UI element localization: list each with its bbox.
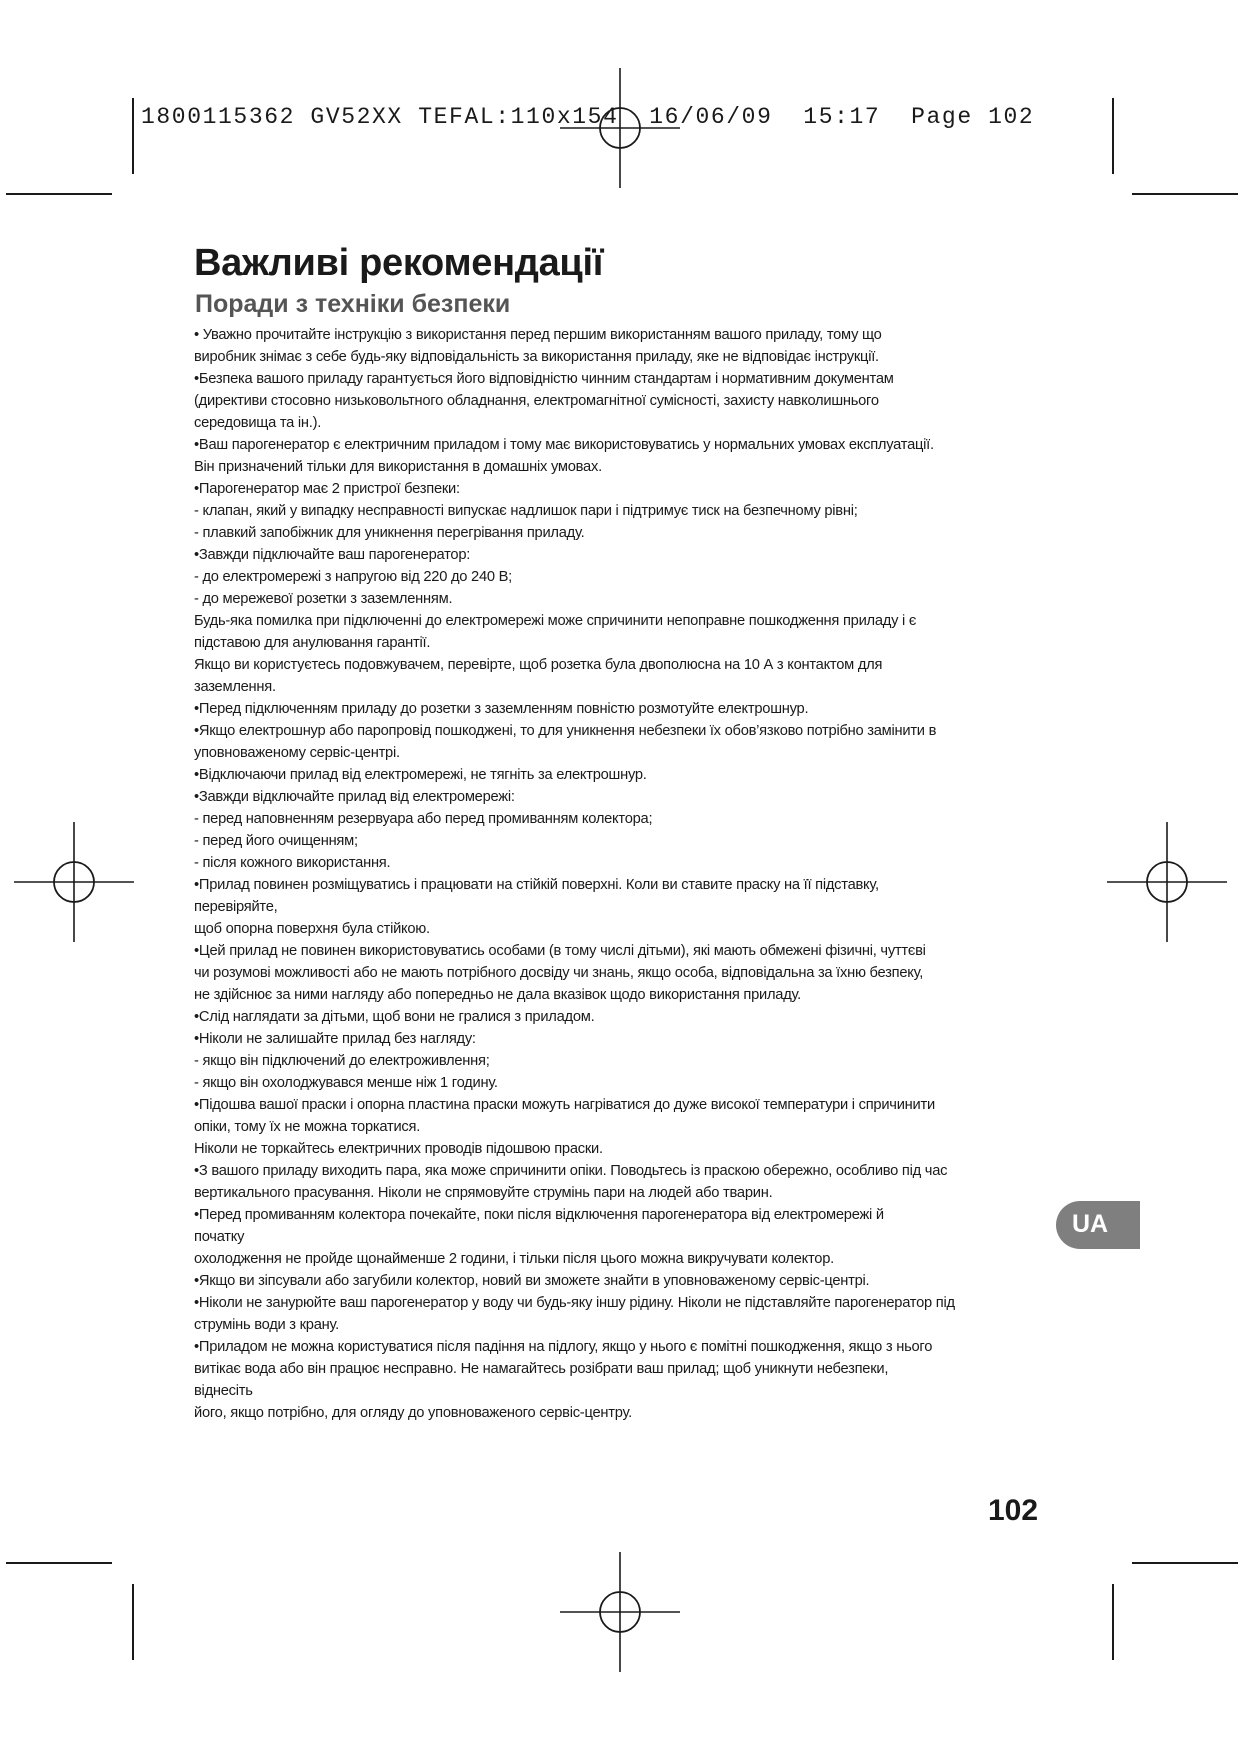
print-slug-line: 1800115362 GV52XX TEFAL:110x154 16/06/09 15:17 Page 102 xyxy=(141,104,1035,130)
text-line: - якщо він підключений до електроживлення; xyxy=(194,1053,490,1069)
text-line: •Безпека вашого приладу гарантується його відповідністю чинним стандартам і нормативним документам xyxy=(194,371,894,387)
text-line: не здійснює за ними нагляду або попередньо не дала вказівок щодо використання приладу. xyxy=(194,987,801,1003)
text-line: його, якщо потрібно, для огляду до уповноваженого сервіс-центру. xyxy=(194,1405,632,1421)
crop-mark xyxy=(132,1584,134,1660)
text-line: щоб опорна поверхня була стійкою. xyxy=(194,921,430,937)
text-line: середовища та ін.). xyxy=(194,415,322,431)
text-line: початку xyxy=(194,1229,245,1245)
text-line: •Якщо ви зіпсували або загубили колектор, новий ви зможете знайти в уповноваженому сервіс-центрі. xyxy=(194,1273,870,1289)
crop-mark xyxy=(1112,1584,1114,1660)
text-line: Він призначений тільки для використання в домашніх умовах. xyxy=(194,459,602,475)
text-line: •Підошва вашої праски і опорна пластина праски можуть нагріватися до дуже високої температури і спричинити xyxy=(194,1097,935,1113)
crop-mark xyxy=(6,1562,112,1564)
crop-mark xyxy=(1132,1562,1238,1564)
crop-mark xyxy=(6,193,112,195)
text-line: перевіряйте, xyxy=(194,899,278,915)
text-line: охолодження не пройде щонайменше 2 години, і тільки після цього можна викручувати колектор. xyxy=(194,1251,834,1267)
text-line: віднесіть xyxy=(194,1383,253,1399)
language-tab-label: UA xyxy=(1072,1210,1109,1238)
text-line: (директиви стосовно низьковольтного обладнання, електромагнітної сумісності, захисту навколишнього xyxy=(194,393,879,409)
text-line: •Перед підключенням приладу до розетки з заземленням повністю розмотуйте електрошнур. xyxy=(194,701,809,717)
text-line: - перед його очищенням; xyxy=(194,833,358,849)
text-line: - до мережевої розетки з заземленням. xyxy=(194,591,453,607)
text-line: •Ваш парогенератор є електричним приладом і тому має використовуватись у нормальних умовах експлуатації. xyxy=(194,437,934,453)
text-line: •Перед промиванням колектора почекайте, поки після відключення парогенератора від електромережі й xyxy=(194,1207,884,1223)
text-line: Будь-яка помилка при підключенні до електромережі може спричинити непоправне пошкодження приладу і є xyxy=(194,613,917,629)
text-line: - якщо він охолоджувався менше ніж 1 годину. xyxy=(194,1075,498,1091)
text-line: •Ніколи не занурюйте ваш парогенератор у воду чи будь-яку іншу рідину. Ніколи не підставляйте парогенератор під xyxy=(194,1295,955,1311)
text-line: заземлення. xyxy=(194,679,276,695)
text-line: вертикального прасування. Ніколи не спрямовуйте струмінь пари на людей або тварин. xyxy=(194,1185,773,1201)
text-line: струмінь води з крану. xyxy=(194,1317,339,1333)
crop-mark xyxy=(132,98,134,174)
text-line: •Якщо електрошнур або паропровід пошкоджені, то для уникнення небезпеки їх обов’язково потрібно замінити в xyxy=(194,723,937,739)
text-line: чи розумові можливості або не мають потрібного досвіду чи знань, якщо особа, відповідальна за їхню безпеку, xyxy=(194,965,924,981)
text-line: •Приладом не можна користуватися після падіння на підлогу, якщо у нього є помітні пошкодження, якщо з нього xyxy=(194,1339,933,1355)
text-line: •Слід наглядати за дітьми, щоб вони не гралися з приладом. xyxy=(194,1009,595,1025)
text-line: •Відключаючи прилад від електромережі, не тягніть за електрошнур. xyxy=(194,767,647,783)
page-number: 102 xyxy=(988,1494,1039,1527)
safety-instructions xyxy=(194,324,1056,1424)
text-line: виробник знімає з себе будь-яку відповідальність за використання приладу, яке не відповідає інструкції. xyxy=(194,349,879,365)
text-line: - плавкий запобіжник для уникнення перегрівання приладу. xyxy=(194,525,585,541)
registration-mark-left xyxy=(14,822,134,942)
text-line: •З вашого приладу виходить пара, яка може спричинити опіки. Поводьтесь із праскою обережно, особливо під час xyxy=(194,1163,948,1179)
page-title: Важливі рекомендації xyxy=(194,242,604,284)
text-line: - перед наповненням резервуара або перед промиванням колектора; xyxy=(194,811,653,827)
text-line: уповноваженому сервіс-центрі. xyxy=(194,745,400,761)
text-line: •Завжди підключайте ваш парогенератор: xyxy=(194,547,471,563)
text-line: Ніколи не торкайтесь електричних проводів підошвою праски. xyxy=(194,1141,603,1157)
crop-mark xyxy=(1112,98,1114,174)
text-line: - клапан, який у випадку несправності випускає надлишок пари і підтримує тиск на безпечному рівні; xyxy=(194,503,858,519)
text-line: •Ніколи не залишайте прилад без нагляду: xyxy=(194,1031,476,1047)
registration-mark-right xyxy=(1107,822,1227,942)
text-line: витікає вода або він працює несправно. Не намагайтесь розібрати ваш прилад; щоб уникнути небезпеки, xyxy=(194,1361,889,1377)
text-line: - до електромережі з напругою від 220 до 240 В; xyxy=(194,569,513,585)
text-line: Якщо ви користуєтесь подовжувачем, перевірте, щоб розетка була двополюсна на 10 А з контактом для xyxy=(194,657,883,673)
text-line: опіки, тому їх не можна торкатися. xyxy=(194,1119,421,1135)
language-tab xyxy=(1056,1201,1140,1249)
text-line: підставою для анулювання гарантії. xyxy=(194,635,431,651)
section-subtitle: Поради з техніки безпеки xyxy=(195,290,511,318)
text-line: •Завжди відключайте прилад від електромережі: xyxy=(194,789,515,805)
registration-mark-bottom xyxy=(560,1552,680,1672)
text-line: - після кожного використання. xyxy=(194,855,391,871)
text-line: • Уважно прочитайте інструкцію з використання перед першим використанням вашого приладу, тому що xyxy=(194,327,882,343)
text-line: •Парогенератор має 2 пристрої безпеки: xyxy=(194,481,460,497)
crop-mark xyxy=(1132,193,1238,195)
text-line: •Цей прилад не повинен використовуватись особами (в тому числі дітьми), які мають обмежені фізичні, чуттєві xyxy=(194,943,926,959)
text-line: •Прилад повинен розміщуватись і працювати на стійкій поверхні. Коли ви ставите праску на її підставку, xyxy=(194,877,879,893)
